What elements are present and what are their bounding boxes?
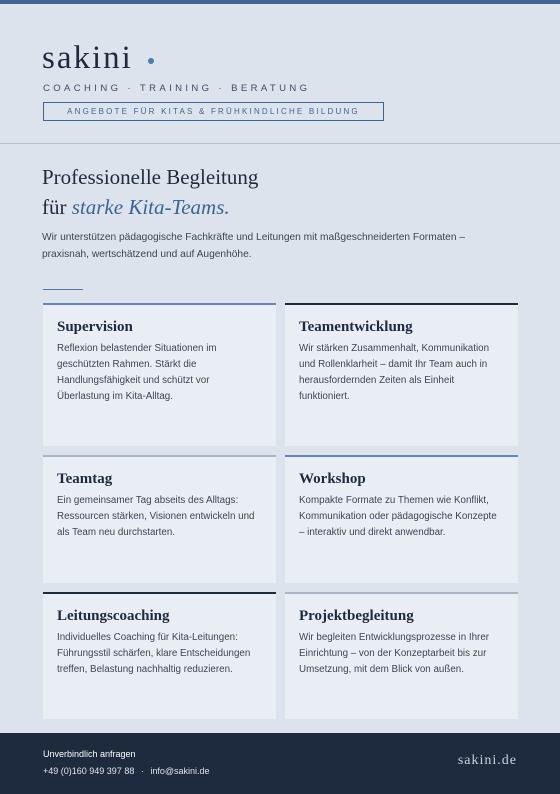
brand-tagline: COACHING · TRAINING · BERATUNG bbox=[43, 83, 311, 94]
headline-line2 bbox=[42, 194, 230, 220]
section-divider bbox=[43, 289, 83, 290]
service-title: Projektbegleitung bbox=[299, 608, 414, 624]
service-card-projektbegleitung bbox=[285, 592, 518, 719]
contact-separator: · bbox=[140, 766, 144, 776]
service-description: Wir begleiten Entwicklungsprozesse in Ihrer Einrichtung – von der Konzeptarbeit bis zur Umsetzung, mit dem Blick von außen. bbox=[299, 632, 490, 675]
service-title: Supervision bbox=[57, 319, 133, 335]
service-description: Reflexion belastender Situationen im geschützten Rahmen. Stärkt die Handlungsfähigkeit und schützt vor Überlastung im Kita-Alltag. bbox=[57, 343, 217, 402]
footer-contact bbox=[43, 766, 210, 776]
service-card-workshop bbox=[285, 455, 518, 583]
service-card-teamtag bbox=[43, 455, 276, 583]
intro-text: Wir unterstützen pädagogische Fachkräfte und Leitungen mit maßgeschneiderten Formaten – praxisnah, wertschätzend und auf Augenhöhe. bbox=[42, 232, 466, 260]
headline-prefix: für bbox=[42, 195, 67, 219]
service-title: Workshop bbox=[299, 471, 366, 487]
offer-label-box: ANGEBOTE FÜR KITAS & FRÜHKINDLICHE BILDUNG bbox=[43, 102, 384, 121]
service-description: Individuelles Coaching für Kita-Leitungen: Führungsstil schärfen, klare Entscheidungen treffen, Belastung nachhaltig reduzieren. bbox=[57, 632, 251, 675]
service-title: Leitungscoaching bbox=[57, 608, 170, 624]
service-title: Teamtag bbox=[57, 471, 113, 487]
service-card-supervision bbox=[43, 303, 276, 446]
website-link[interactable]: sakini.de bbox=[457, 753, 517, 768]
logo-dot-icon bbox=[148, 58, 154, 64]
footer bbox=[0, 733, 560, 794]
service-card-leitungscoaching bbox=[43, 592, 276, 719]
service-card-teamentwicklung bbox=[285, 303, 518, 446]
headline-emphasis: starke Kita-Teams. bbox=[71, 195, 230, 219]
service-description: Wir stärken Zusammenhalt, Kommunikation und Rollenklarheit – damit Ihr Team auch in herausfordernden Zeiten als Einheit funktioniert. bbox=[299, 343, 490, 402]
service-description: Kompakte Formate zu Themen wie Konflikt, Kommunikation oder pädagogische Konzepte – interaktiv und direkt anwendbar. bbox=[299, 495, 497, 538]
footer-cta[interactable]: Unverbindlich anfragen bbox=[43, 749, 136, 759]
brand-logo: sakini bbox=[42, 40, 133, 76]
phone-number[interactable]: +49 (0)160 949 397 88 bbox=[43, 766, 135, 776]
email-link[interactable]: info@sakini.de bbox=[150, 766, 210, 776]
service-title: Teamentwicklung bbox=[299, 319, 413, 335]
header bbox=[0, 4, 560, 144]
service-description: Ein gemeinsamer Tag abseits des Alltags: Ressourcen stärken, Visionen entwickeln und als Team neu durchstarten. bbox=[57, 495, 255, 538]
headline-line1: Professionelle Begleitung bbox=[42, 165, 259, 189]
